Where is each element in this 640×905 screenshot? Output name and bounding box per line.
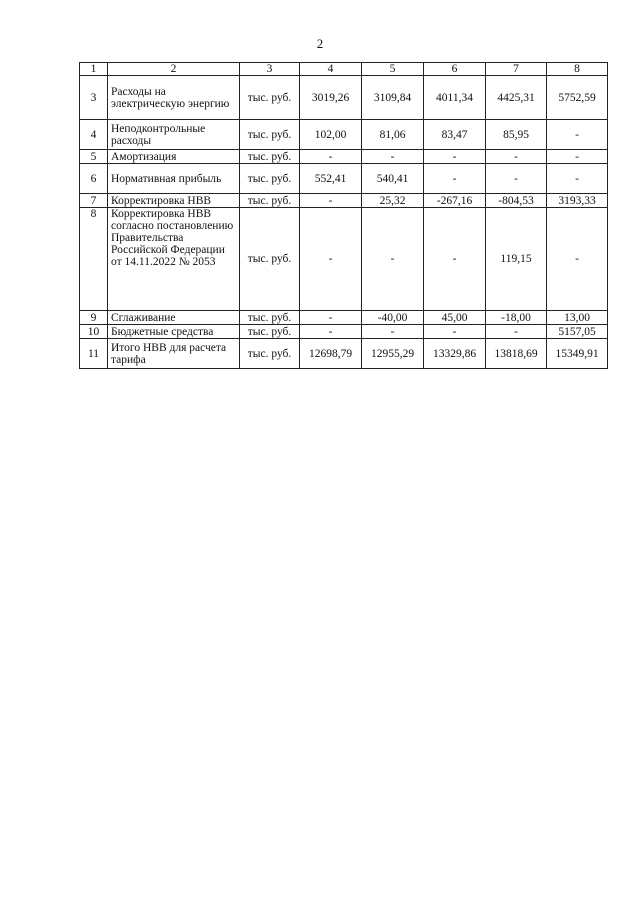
row-number: 4 (80, 120, 108, 150)
value-cell: 3193,33 (547, 194, 608, 208)
row-name: Корректировка НВВ (108, 194, 240, 208)
value-cell: 12955,29 (362, 339, 424, 369)
value-cell: -18,00 (486, 311, 547, 325)
header-cell: 3 (240, 63, 300, 76)
value-cell: 12698,79 (300, 339, 362, 369)
row-number: 7 (80, 194, 108, 208)
value-cell: - (300, 311, 362, 325)
value-cell: - (547, 120, 608, 150)
value-cell: - (547, 164, 608, 194)
value-cell: 5157,05 (547, 325, 608, 339)
value-cell: 4011,34 (424, 76, 486, 120)
row-number: 8 (80, 208, 108, 311)
value-cell: - (300, 194, 362, 208)
header-cell: 5 (362, 63, 424, 76)
value-cell: 3019,26 (300, 76, 362, 120)
value-cell: 25,32 (362, 194, 424, 208)
value-cell: -267,16 (424, 194, 486, 208)
value-cell: - (424, 150, 486, 164)
value-cell: 45,00 (424, 311, 486, 325)
row-name: Амортизация (108, 150, 240, 164)
row-name: Корректировка НВВ согласно постановлению Правительства Российской Федерации от 14.11.2022 № 2053 (108, 208, 240, 311)
value-cell: - (300, 325, 362, 339)
value-cell: 13329,86 (424, 339, 486, 369)
header-cell: 7 (486, 63, 547, 76)
table-row (80, 120, 608, 150)
row-number: 5 (80, 150, 108, 164)
row-number: 9 (80, 311, 108, 325)
value-cell: 552,41 (300, 164, 362, 194)
row-unit: тыс. руб. (240, 76, 300, 120)
value-cell: 540,41 (362, 164, 424, 194)
row-name: Итого НВВ для расчета тарифа (108, 339, 240, 369)
table-row (80, 150, 608, 164)
table-row (80, 76, 608, 120)
value-cell: 81,06 (362, 120, 424, 150)
row-unit: тыс. руб. (240, 164, 300, 194)
row-number: 6 (80, 164, 108, 194)
value-cell: 13,00 (547, 311, 608, 325)
page-number: 2 (316, 36, 324, 51)
row-unit: тыс. руб. (240, 339, 300, 369)
row-unit: тыс. руб. (240, 150, 300, 164)
row-name: Неподконтрольные расходы (108, 120, 240, 150)
table-row (80, 194, 608, 208)
value-cell: - (547, 208, 608, 311)
value-cell: 15349,91 (547, 339, 608, 369)
table-row (80, 325, 608, 339)
header-cell: 2 (108, 63, 240, 76)
row-unit: тыс. руб. (240, 208, 300, 311)
value-cell: - (547, 150, 608, 164)
table-header-row (80, 63, 608, 76)
table-row (80, 311, 608, 325)
value-cell: - (362, 208, 424, 311)
header-cell: 8 (547, 63, 608, 76)
value-cell: - (424, 325, 486, 339)
value-cell: - (486, 325, 547, 339)
row-number: 10 (80, 325, 108, 339)
header-cell: 4 (300, 63, 362, 76)
row-name: Сглаживание (108, 311, 240, 325)
row-name: Расходы на электрическую энергию (108, 76, 240, 120)
row-unit: тыс. руб. (240, 120, 300, 150)
value-cell: 119,15 (486, 208, 547, 311)
value-cell: 3109,84 (362, 76, 424, 120)
value-cell: - (486, 150, 547, 164)
table-row (80, 164, 608, 194)
row-unit: тыс. руб. (240, 325, 300, 339)
value-cell: - (300, 150, 362, 164)
header-cell: 6 (424, 63, 486, 76)
row-name: Бюджетные средства (108, 325, 240, 339)
table-row (80, 339, 608, 369)
row-number: 11 (80, 339, 108, 369)
value-cell: 102,00 (300, 120, 362, 150)
table-row (80, 208, 608, 311)
value-cell: 5752,59 (547, 76, 608, 120)
value-cell: -40,00 (362, 311, 424, 325)
value-cell: 4425,31 (486, 76, 547, 120)
row-number: 3 (80, 76, 108, 120)
row-unit: тыс. руб. (240, 311, 300, 325)
value-cell: 83,47 (424, 120, 486, 150)
value-cell: -804,53 (486, 194, 547, 208)
value-cell: - (486, 164, 547, 194)
value-cell: - (424, 164, 486, 194)
row-name: Нормативная прибыль (108, 164, 240, 194)
tariff-table (79, 62, 608, 369)
value-cell: - (424, 208, 486, 311)
header-cell: 1 (80, 63, 108, 76)
value-cell: - (300, 208, 362, 311)
value-cell: 85,95 (486, 120, 547, 150)
value-cell: 13818,69 (486, 339, 547, 369)
value-cell: - (362, 150, 424, 164)
row-unit: тыс. руб. (240, 194, 300, 208)
value-cell: - (362, 325, 424, 339)
